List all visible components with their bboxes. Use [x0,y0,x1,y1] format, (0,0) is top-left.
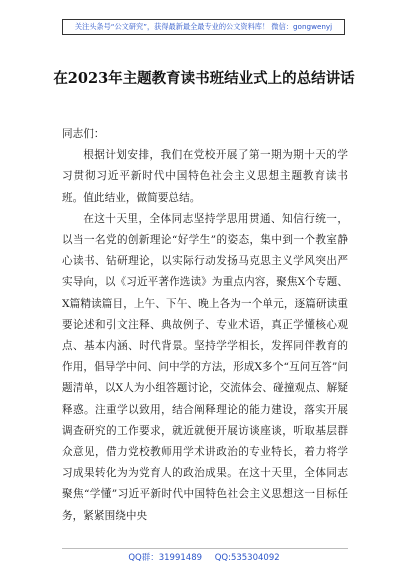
footer-qq-group: QQ群：31991489 [128,553,203,563]
document-body [62,124,348,527]
paragraph: 在这十天里，全体同志坚持学思用贯通、知信行统一，以当一名党的创新理论“好学生”的姿态，集中到一个教室静心读书、钻研理论，以实际行动发扬马克思主义学风突出严实导向，以《习近平著作选读》为重点内容，聚焦X个专题、X篇精读篇目，上午、下午、晚上各为一个单元，逐篇研读重要论述和引文注释、典故例子、专业术语，真正学懂核心观点、基本内涵、时代背景。坚持学学相长，发挥同伴教育的作用，倡导学中问、问中学的方法，形成X多个“互问互答”问题清单，以X人为小组答题讨论，交流体会、碰撞观点、解疑释惑。注重学以致用，结合阐释理论的能力建设，落实开展调查研究的工作要求，就近就便开展访谈座谈，听取基层群众意见，借力党校教师用学术讲政治的专业特长，着力将学习成果转化为为党育人的政治成果。在这十天里，全体同志聚焦“学懂”习近平新时代中国特色社会主义思想这一目标任务，紧紧围绕中央 [62,212,348,522]
header-banner [62,19,345,35]
footer-divider [62,548,348,549]
footer-contact [0,551,408,563]
document-title: 在2023年主题教育读书班结业式上的总结讲话 [53,70,355,87]
header-banner-text: 关注头条号“公文研究”，获得最新最全最专业的公文资料库！ 微信：gongwenyj [74,22,333,31]
paragraph: 根据计划安排，我们在党校开展了第一期为期十天的学习贯彻习近平新时代中国特色社会主义思想主题教育读书班。值此结业，做简要总结。 [62,149,348,204]
salutation: 同志们： [62,128,105,140]
footer-qq: QQ:535304092 [214,553,280,563]
